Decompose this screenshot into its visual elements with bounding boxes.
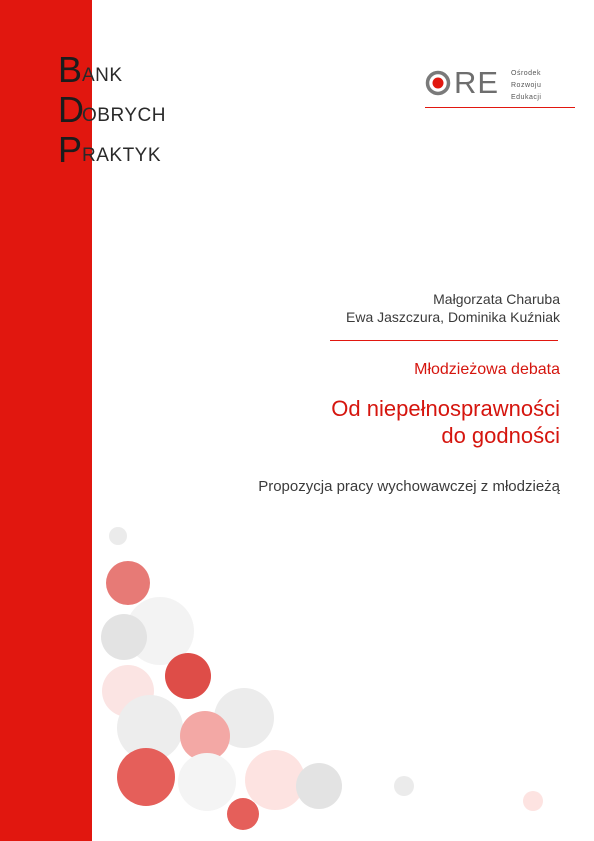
author-line: Ewa Jaszczura, Dominika Kuźniak [346, 309, 560, 325]
title-line: Od niepełnosprawności [331, 396, 560, 421]
subtitle: Młodzieżowa debata [414, 361, 560, 378]
ore-name-line: Rozwoju [511, 82, 542, 89]
ore-logo-letters: RE [454, 65, 500, 100]
description: Propozycja pracy wychowawczej z młodzieżą [258, 478, 560, 495]
series-initial: B [58, 49, 83, 90]
ore-name-line: Edukacji [511, 94, 542, 101]
series-word: RAKTYK [82, 145, 162, 166]
ore-name-line: Ośrodek [511, 70, 541, 77]
circle-pattern [101, 527, 543, 830]
author-line: Małgorzata Charuba [433, 291, 560, 307]
series-initial: D [58, 89, 84, 130]
title-line: do godności [441, 423, 560, 448]
series-word: ANK [82, 65, 123, 86]
series-initial: P [58, 129, 83, 170]
series-word: OBRYCH [82, 105, 166, 126]
